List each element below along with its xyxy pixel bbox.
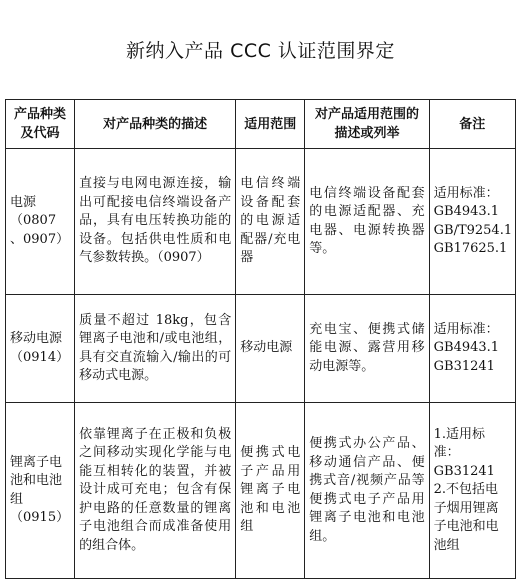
standard-item: GB4943.1: [433, 340, 500, 356]
category-cell: [6, 295, 75, 403]
examples-cell: 电信终端设备配套的电源适配器、充电器、电源转换器等。: [305, 149, 429, 295]
standard-item: GB/T9254.1: [433, 222, 513, 238]
category-name: 电源: [10, 194, 37, 210]
scope-cell: 便携式电子产品用锂离子电池和电池组: [236, 403, 305, 579]
standard-item: GB31241: [433, 358, 495, 374]
remarks-note: 2.不包括电子烟用锂离子电池和电池组: [433, 482, 499, 553]
remarks-cell: [429, 295, 515, 403]
description-cell: 质量不超过 18kg，包含锂离子电池和/或电池组，具有交直流输入/输出的可移动式电源。: [75, 295, 236, 403]
remarks-label: 适用标准：: [433, 185, 499, 201]
examples-cell: 便携式办公产品、移动通信产品、便携式音/视频产品等便携式电子产品用锂离子电池和电池组。: [305, 403, 429, 579]
scope-cell: 移动电源: [236, 295, 305, 403]
table-row: [6, 149, 516, 295]
standard-item: GB17625.1: [433, 241, 508, 256]
category-name: 锂离子电池和电池组: [10, 454, 63, 507]
header-remarks: 备注: [429, 100, 515, 149]
scope-cell: 电信终端设备配套的电源适配器/充电器: [236, 149, 305, 295]
description-cell: 依靠锂离子在正极和负极之间移动实现化学能与电能互相转化的装置，并被设计成可充电；包含有保护电路的任意数量的锂离子电池组合而成准备使用的组合体。: [75, 403, 236, 579]
document-title: 新纳入产品 CCC 认证范围界定: [126, 40, 395, 62]
category-code: （0914）: [10, 349, 70, 365]
category-cell: [6, 149, 75, 295]
remarks-label: 适用标准：: [433, 321, 499, 337]
examples-cell: 充电宝、便携式储能电源、露营用移动电源等。: [305, 295, 429, 403]
header-description: 对产品种类的描述: [75, 100, 236, 149]
standard-item: GB4943.1: [433, 204, 500, 219]
ccc-scope-table: [5, 99, 516, 579]
category-cell: [6, 403, 75, 579]
header-scope: 适用范围: [236, 100, 305, 149]
remarks-cell: [429, 149, 515, 295]
category-code: （0807 、0907）: [10, 213, 70, 247]
header-examples: 对产品适用范围的描述或列举: [305, 100, 429, 149]
table-header-row: [6, 100, 516, 149]
table-row: [6, 295, 516, 403]
remarks-cell: [429, 403, 515, 579]
standard-item: GB31241: [433, 463, 495, 479]
category-code: （0915）: [10, 510, 70, 525]
category-name: 移动电源: [10, 331, 63, 346]
header-category: 产品种类及代码: [6, 100, 75, 149]
description-cell: 直接与电网电源连接，输出可配接电信终端设备产品，具有电压转换功能的设备。包括供电性质和电气参数转换。（0907）: [75, 149, 236, 295]
table-row: [6, 403, 516, 579]
remarks-label: 1.适用标准：: [433, 426, 486, 461]
